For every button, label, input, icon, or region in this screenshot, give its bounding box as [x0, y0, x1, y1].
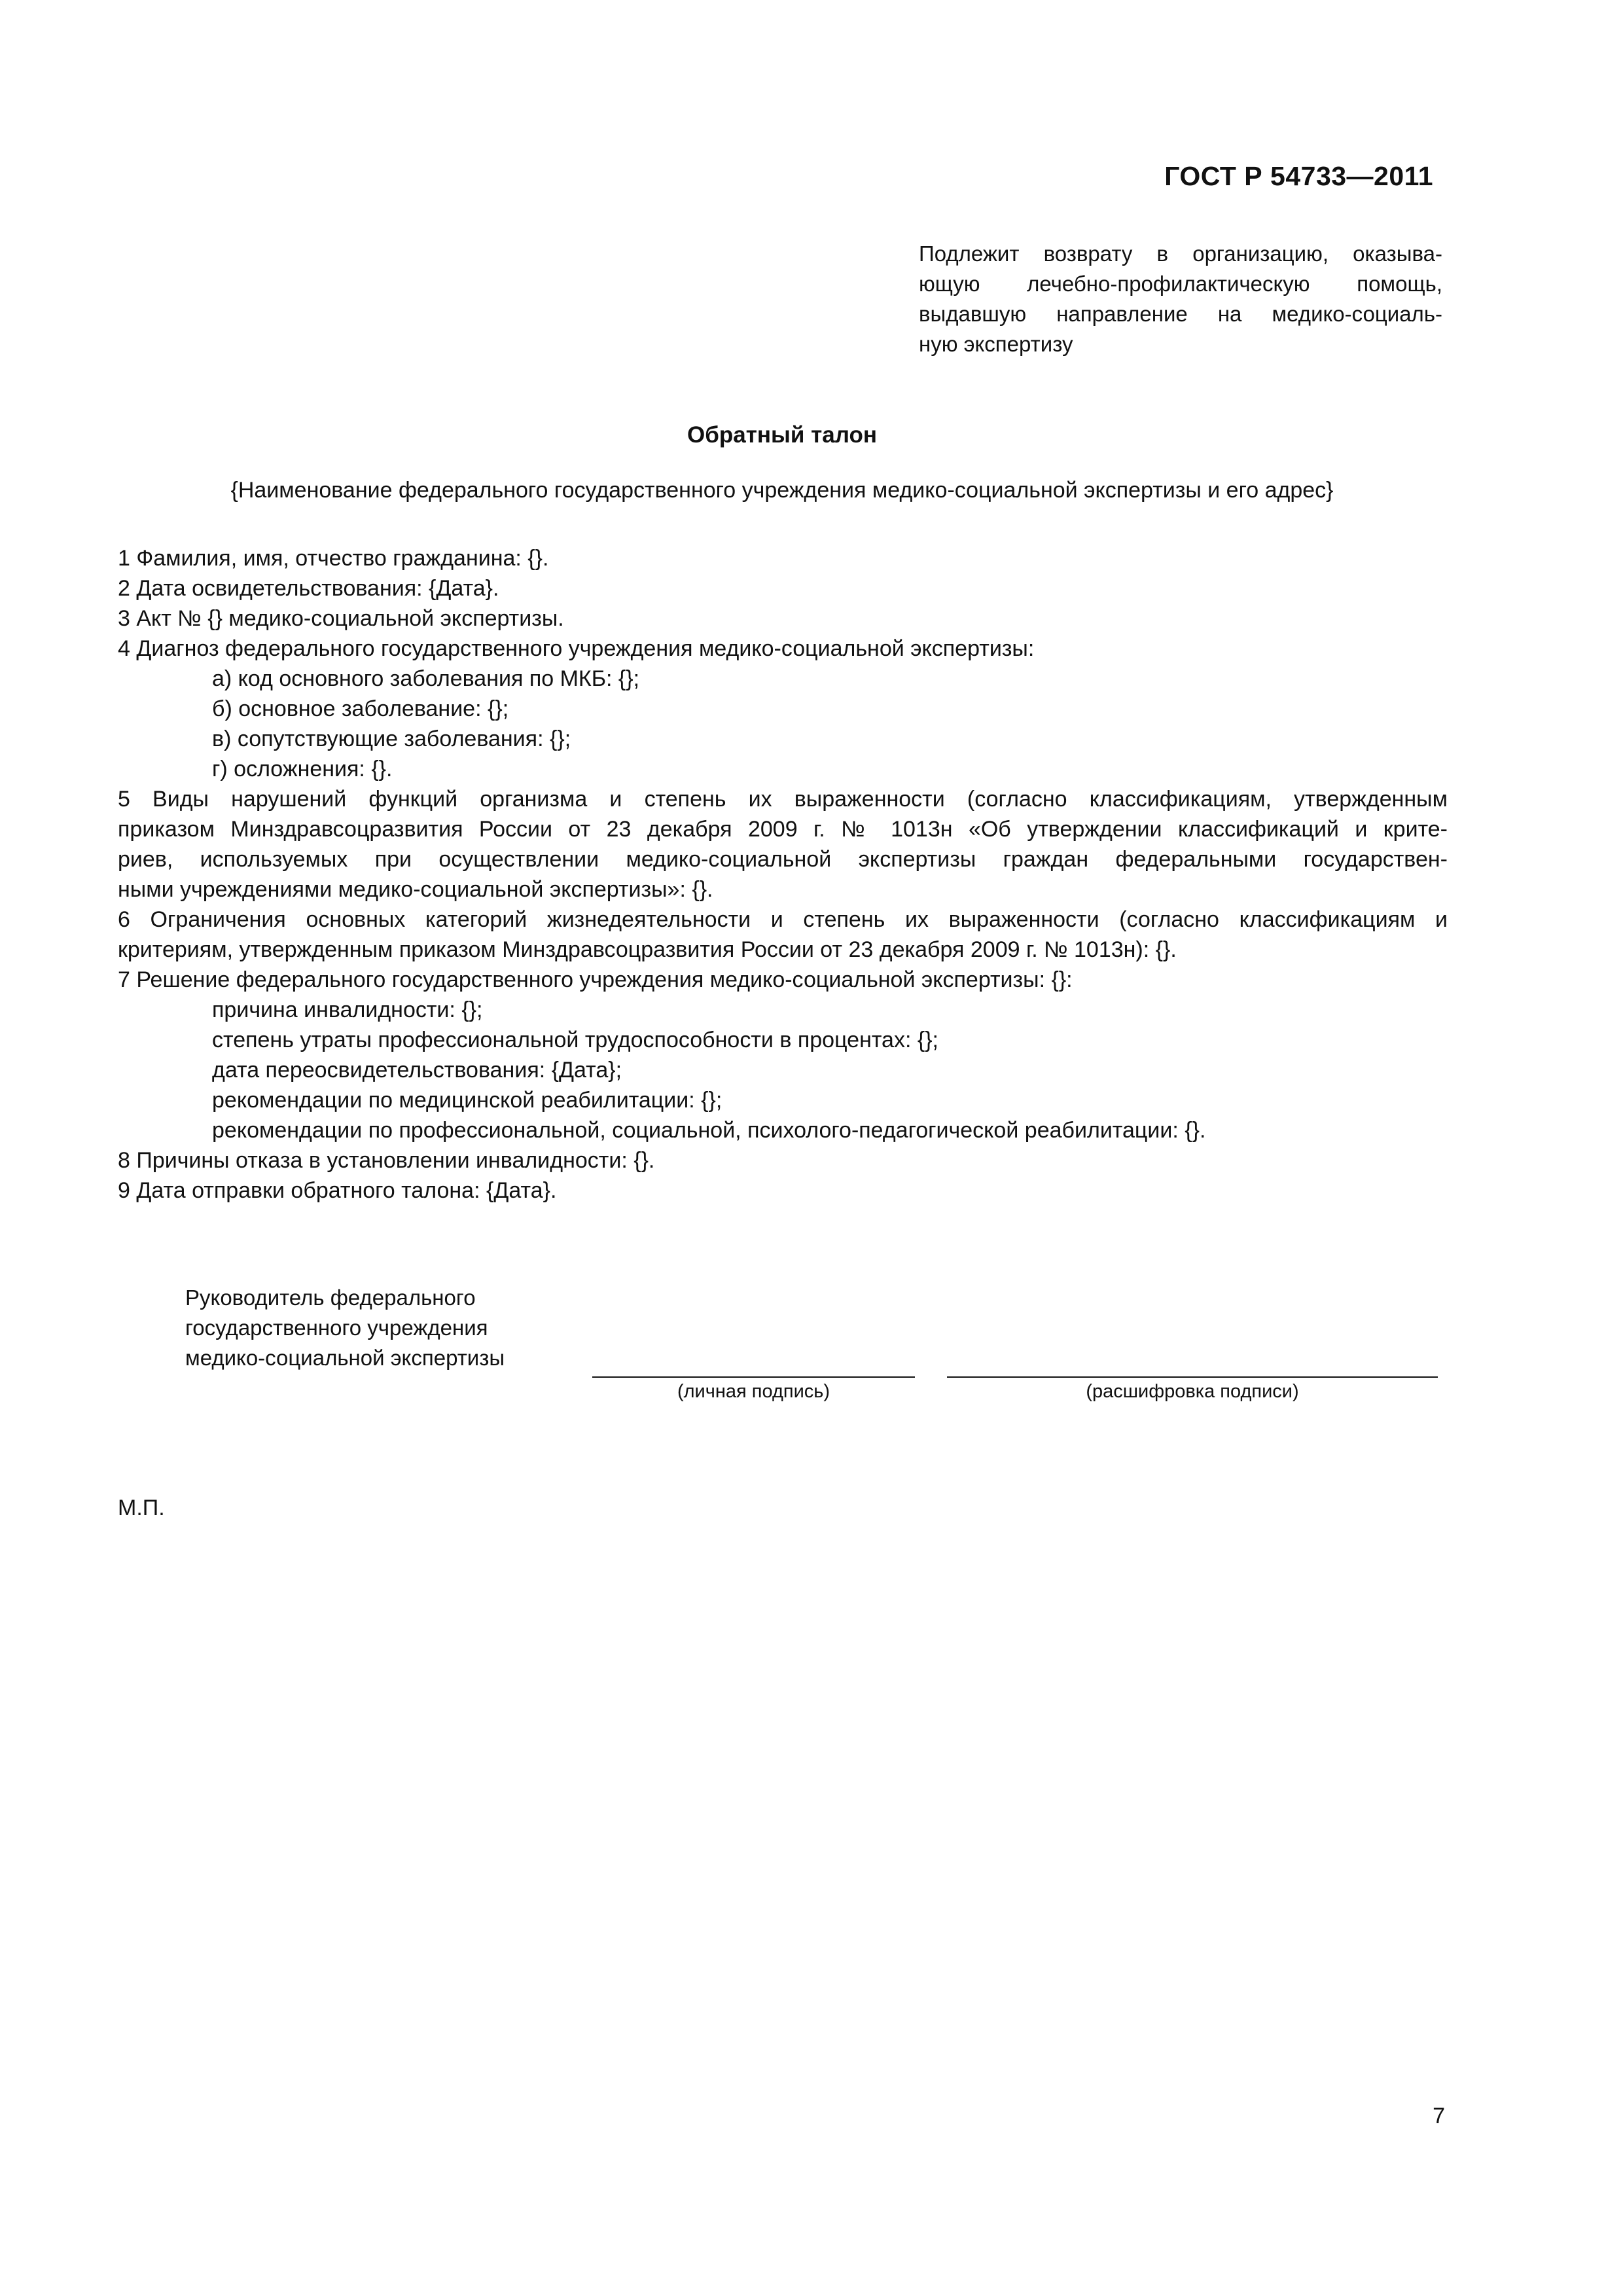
signature-line	[592, 1376, 915, 1378]
return-note-line: выдавшую направление на медико-социаль-	[919, 302, 1442, 326]
signatory-position-line: Руководитель федерального	[185, 1285, 476, 1310]
diagnosis-subitem-c: в) сопутствующие заболевания: {};	[212, 726, 571, 751]
decision-subitem: рекомендации по медицинской реабилитации: {};	[212, 1088, 722, 1113]
item-3: 3 Акт № {} медико-социальной экспертизы.	[118, 606, 564, 631]
item-5-line: риев, используемых при осуществлении медико-социальной экспертизы граждан федеральными государствен-	[118, 847, 1448, 872]
item-9: 9 Дата отправки обратного талона: {Дата}.	[118, 1178, 557, 1203]
return-note-line: Подлежит возврату в организацию, оказыва-	[919, 242, 1442, 266]
signature-decode-line	[947, 1376, 1438, 1378]
decision-subitem: причина инвалидности: {};	[212, 997, 483, 1022]
diagnosis-subitem-a: а) код основного заболевания по МКБ: {};	[212, 666, 640, 691]
standard-code: ГОСТ Р 54733—2011	[1164, 161, 1433, 191]
item-4: 4 Диагноз федерального государственного учреждения медико-социальной экспертизы:	[118, 636, 1035, 661]
form-items	[118, 543, 1448, 1206]
item-5-line: ными учреждениями медико-социальной экспертизы»: {}.	[118, 877, 713, 902]
item-6-line: критериям, утвержденным приказом Минздравсоцразвития России от 23 декабря 2009 г. № 1013н): {}.	[118, 937, 1177, 962]
item-2: 2 Дата освидетельствования: {Дата}.	[118, 576, 499, 601]
item-6-line: 6 Ограничения основных категорий жизнедеятельности и степень их выраженности (согласно классификациям и	[118, 907, 1448, 932]
item-5-line: приказом Минздравсоцразвития России от 23 декабря 2009 г. № 1013н «Об утверждении классификаций и крите-	[118, 817, 1448, 842]
signature-caption: (личная подпись)	[677, 1381, 830, 1402]
decision-subitem: дата переосвидетельствования: {Дата};	[212, 1058, 622, 1083]
item-8: 8 Причины отказа в установлении инвалидности: {}.	[118, 1148, 655, 1173]
stamp-label: М.П.	[118, 1496, 165, 1520]
decision-subitem: степень утраты профессиональной трудоспособности в процентах: {};	[212, 1028, 938, 1052]
page-number: 7	[1433, 2104, 1445, 2128]
return-note-line: ную экспертизу	[919, 332, 1073, 356]
decision-subitem: рекомендации по профессиональной, социальной, психолого-педагогической реабилитации: {}.	[212, 1118, 1206, 1143]
item-5-line: 5 Виды нарушений функций организма и степень их выраженности (согласно классификациям, утвержденным	[118, 787, 1448, 812]
return-note	[919, 239, 1442, 359]
diagnosis-subitem-d: г) осложнения: {}.	[212, 757, 393, 781]
signature-decode-caption: (расшифровка подписи)	[1086, 1381, 1299, 1402]
signatory-position	[185, 1283, 505, 1373]
signatory-position-line: государственного учреждения	[185, 1316, 488, 1340]
signatory-position-line: медико-социальной экспертизы	[185, 1346, 505, 1370]
organization-placeholder: {Наименование федерального государственного учреждения медико-социальной экспертизы и его адрес}	[230, 478, 1334, 503]
diagnosis-subitem-b: б) основное заболевание: {};	[212, 696, 509, 721]
form-title: Обратный талон	[687, 422, 877, 448]
item-1: 1 Фамилия, имя, отчество гражданина: {}.	[118, 546, 549, 571]
return-note-line: ющую лечебно-профилактическую помощь,	[919, 272, 1442, 296]
item-7: 7 Решение федерального государственного учреждения медико-социальной экспертизы: {}:	[118, 967, 1073, 992]
